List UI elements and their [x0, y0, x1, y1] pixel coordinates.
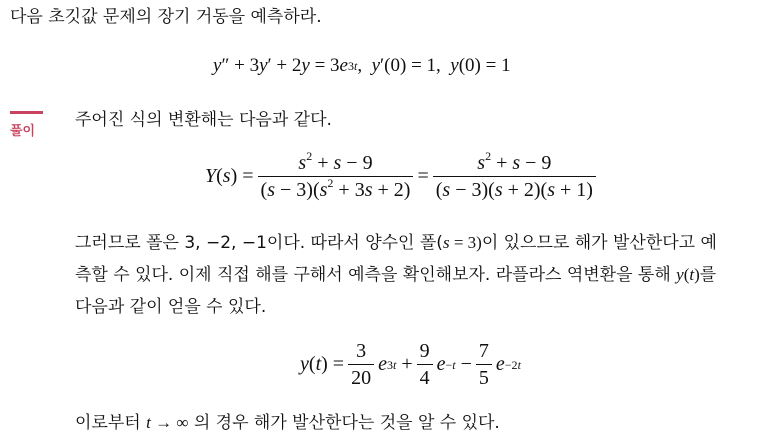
paragraph-line-1: 그러므로 폴은 3, −2, −1이다. 따라서 양수인 폴(s = 3)이 있으므로 해가 발산한다고 예 [75, 233, 717, 253]
conclusion: 이로부터 t → ∞ 의 경우 해가 발산한다는 것을 알 수 있다. [75, 413, 500, 433]
problem-statement: 다음 초깃값 문제의 장기 거동을 예측하라. [10, 7, 322, 27]
solution-label: 풀이 [10, 124, 36, 139]
fraction-1: $\frac{s^2 + s - 9}{(s - 3)(s^2 + 3s + 2)}$ [258, 150, 414, 203]
paragraph-line-3: 다음과 같이 얻을 수 있다. [75, 297, 267, 317]
solution-equation: y ( t ) = $\frac{3}{20}$ e 3t + $\frac{9}{4}$ e −t − $\frac{7}{5}$ e −2t [300, 340, 521, 390]
solution-intro: 주어진 식의 변환해는 다음과 같다. [75, 110, 332, 130]
paragraph-line-2: 측할 수 있다. 이제 직접 해를 구해서 예측을 확인해보자. 라플라스 역변환을 통해 y(t)를 [75, 265, 717, 285]
fraction-2: $\frac{s^2 + s - 9}{(s - 3)(s + 2)(s + 1)}$ [433, 150, 596, 203]
solution-marker-bar [10, 111, 43, 114]
laplace-transform-equation: Y ( s ) = $\frac{s^2 + s - 9}{(s - 3)(s^2 + 3s + 2)}$ = $\frac{s^2 + s - 9}{(s - 3)(s + 2)(s + 1)}$ [205, 150, 600, 203]
ode-equation: y ″ + 3 y ′ + 2 y = 3 e 3t , y ′(0) = 1, y (0) = 1 [213, 55, 511, 76]
